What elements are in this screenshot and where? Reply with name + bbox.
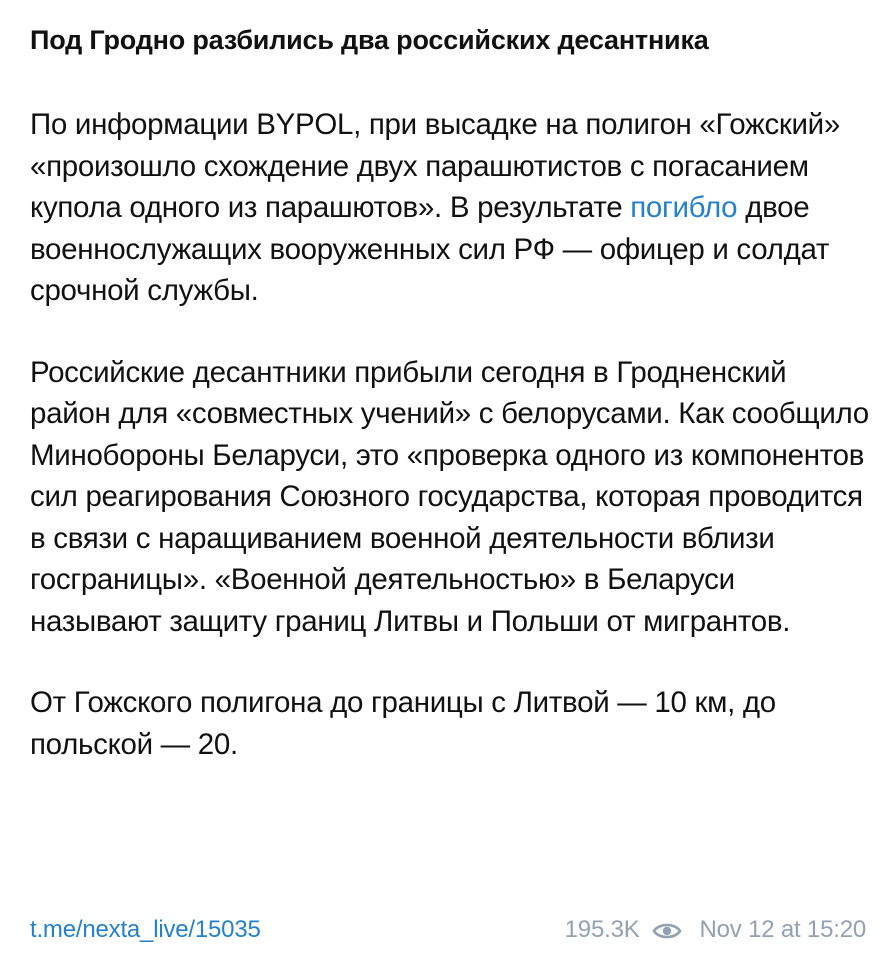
post-date: Nov 12 at 15:20: [699, 916, 866, 943]
message-meta: [565, 916, 866, 944]
paragraph-1: [30, 104, 870, 312]
paragraph-1-text-before: По информации BYPOL, при высадке на полигон «Гожский» «произошло схождение двух парашютистов с погасанием купола одного из парашютов». В результате: [30, 108, 840, 224]
view-count: 195.3K: [564, 916, 640, 943]
eye-icon: [652, 920, 682, 940]
message-body: [30, 20, 870, 765]
spacer: [30, 60, 870, 104]
paragraph-1-text-after: двое военнослужащих вооруженных сил РФ — офицер и солдат срочной службы.: [30, 191, 830, 307]
post-title: Под Гродно разбились два российских десантника: [30, 25, 709, 55]
spacer: [30, 312, 870, 352]
spacer: [30, 642, 870, 682]
inline-link-pogiblo[interactable]: погибло: [630, 191, 738, 224]
paragraph-3: От Гожского полигона до границы с Литвой — 10 км, до польской — 20.: [30, 686, 776, 761]
message-footer: [30, 910, 866, 950]
post-permalink[interactable]: t.me/nexta_live/15035: [30, 916, 261, 943]
paragraph-2: Российские десантники прибыли сегодня в Гродненский район для «совместных учений» с белорусами. Как сообщило Минобороны Беларуси, это «проверка одного из компонентов сил реагирования Союзного государства, которая проводится в связи с наращиванием военной деятельности вблизи госграницы». «Военной деятельностью» в Беларуси называют защиту границ Литвы и Польши от мигрантов.: [30, 355, 869, 638]
